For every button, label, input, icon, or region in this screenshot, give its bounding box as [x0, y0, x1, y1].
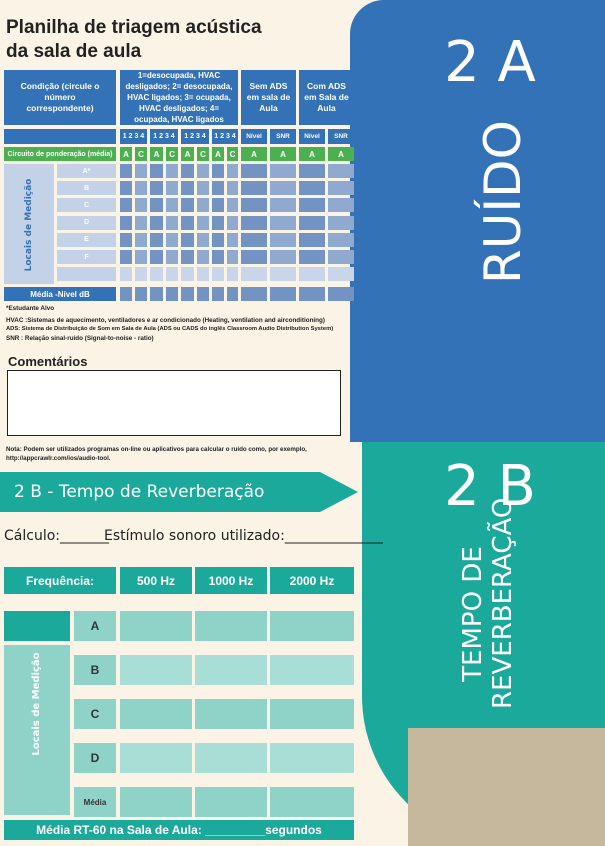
noise-cell[interactable] [241, 233, 267, 247]
noise-cell[interactable] [181, 164, 194, 178]
average-cell[interactable] [328, 287, 354, 301]
reverb-row-label: A [74, 611, 116, 641]
noise-cell[interactable] [150, 181, 163, 195]
reverb-cell[interactable] [270, 787, 354, 817]
noise-cell[interactable] [166, 250, 178, 264]
nivel-label: Nível [241, 129, 267, 144]
noise-cell[interactable] [270, 164, 296, 178]
noise-cell[interactable] [299, 164, 325, 178]
average-cell[interactable] [197, 287, 209, 301]
noise-cell[interactable] [181, 250, 194, 264]
weighting-cell: A [120, 147, 132, 161]
noise-cell[interactable] [270, 233, 296, 247]
weighting-cell: C [166, 147, 178, 161]
noise-cell[interactable] [212, 233, 224, 247]
noise-cell[interactable] [241, 267, 267, 281]
noise-cell[interactable] [135, 164, 147, 178]
noise-cell[interactable] [241, 250, 267, 264]
section-2a-code: 2 A [444, 30, 536, 95]
noise-cell[interactable] [299, 198, 325, 212]
weighting-cell: C [135, 147, 147, 161]
reverb-row-label: Média [74, 787, 116, 817]
noise-cell[interactable] [227, 198, 238, 212]
noise-cell[interactable] [135, 198, 147, 212]
stimulus-label[interactable]: Estímulo sonoro utilizado:______________ [104, 528, 383, 544]
noise-cell[interactable] [197, 198, 209, 212]
noise-cell[interactable] [270, 198, 296, 212]
comments-note [6, 445, 351, 463]
reverb-row-label: C [74, 699, 116, 729]
noise-cell[interactable] [227, 164, 238, 178]
noise-cell[interactable] [212, 250, 224, 264]
noise-cell[interactable] [241, 181, 267, 195]
noise-cell[interactable] [197, 267, 209, 281]
noise-cell[interactable] [299, 250, 325, 264]
noise-cell[interactable] [135, 233, 147, 247]
noise-cell[interactable] [212, 164, 224, 178]
weighting-cell: A [299, 147, 325, 161]
weighting-cell: A [241, 147, 267, 161]
section-2b-label-line1: TEMPO DE [458, 546, 488, 682]
frequency-header-cell: 2000 Hz [270, 567, 354, 594]
noise-row-label: D [57, 216, 116, 230]
weighting-cell: A [181, 147, 194, 161]
noise-cell[interactable] [328, 181, 354, 195]
noise-cell[interactable] [227, 181, 238, 195]
reverb-cell[interactable] [120, 743, 192, 773]
noise-cell[interactable] [166, 267, 178, 281]
comments-title: Comentários [8, 354, 88, 369]
reverb-row-label: D [74, 743, 116, 773]
locations-label: Locais de Medição [24, 178, 34, 272]
noise-cell[interactable] [212, 267, 224, 281]
header-with-ads: Com ADS em Sala de Aula [304, 81, 349, 113]
decorative-panel [408, 728, 605, 846]
note-hvac: HVAC :Sistemas de aquecimento, ventiladores e ar condicionado (Heating, ventilation and airconditioning) [6, 317, 325, 324]
comments-note-line2: http://appcrawlr.com/ios/audio-tool. [6, 455, 111, 462]
noise-cell[interactable] [135, 216, 147, 230]
noise-cell[interactable] [150, 198, 163, 212]
noise-cell[interactable] [166, 216, 178, 230]
noise-cell[interactable] [328, 267, 354, 281]
noise-cell[interactable] [241, 198, 267, 212]
weighting-cell: A [328, 147, 354, 161]
note-student: *Estudante Alvo [6, 305, 55, 312]
notes [6, 304, 351, 343]
average-cell[interactable] [212, 287, 224, 301]
section-2b-banner-text: 2 B - Tempo de Reverberação [14, 482, 265, 502]
average-cell[interactable] [241, 287, 267, 301]
average-cell[interactable] [120, 287, 132, 301]
noise-cell[interactable] [120, 198, 132, 212]
noise-cell[interactable] [270, 216, 296, 230]
noise-cell[interactable] [197, 233, 209, 247]
noise-cell[interactable] [227, 216, 238, 230]
noise-cell[interactable] [150, 233, 163, 247]
reverb-cell[interactable] [270, 655, 354, 685]
noise-cell[interactable] [150, 267, 163, 281]
noise-cell[interactable] [135, 250, 147, 264]
noise-cell[interactable] [227, 267, 238, 281]
reverb-cell[interactable] [120, 655, 192, 685]
reverb-row-label: B [74, 655, 116, 685]
noise-cell[interactable] [166, 181, 178, 195]
note-snr: SNR : Relação sinal-ruído (Signal-to-noise - ratio) [6, 335, 154, 342]
noise-cell[interactable] [120, 181, 132, 195]
locations-header-block [4, 611, 70, 641]
noise-cell[interactable] [212, 181, 224, 195]
section-2b-label-line2: REVERBERAÇÃO [488, 497, 518, 709]
noise-cell[interactable] [135, 181, 147, 195]
snr-label: SNR [270, 129, 296, 144]
reverb-cell[interactable] [195, 699, 267, 729]
average-cell[interactable] [270, 287, 296, 301]
average-label: Média -Nível dB [4, 287, 116, 301]
frequency-header: Frequência: [4, 567, 116, 594]
noise-cell[interactable] [181, 233, 194, 247]
snr-label: SNR [328, 129, 354, 144]
reverb-cell[interactable] [270, 699, 354, 729]
weighting-cell: A [270, 147, 296, 161]
noise-cell[interactable] [150, 216, 163, 230]
weighting-cell: A [150, 147, 163, 161]
noise-cell[interactable] [135, 267, 147, 281]
noise-cell[interactable] [227, 233, 238, 247]
condition-numbers: 1 2 3 4 [181, 129, 209, 144]
noise-cell[interactable] [166, 198, 178, 212]
reverb-cell[interactable] [270, 743, 354, 773]
average-cell[interactable] [181, 287, 194, 301]
reverb-cell[interactable] [270, 611, 354, 641]
noise-row-label: B [57, 181, 116, 195]
average-cell[interactable] [135, 287, 147, 301]
noise-cell[interactable] [197, 164, 209, 178]
noise-cell[interactable] [150, 164, 163, 178]
noise-cell[interactable] [270, 250, 296, 264]
page-title-line1: Planilha de triagem acústica [6, 17, 262, 38]
noise-cell[interactable] [227, 250, 238, 264]
noise-cell[interactable] [120, 233, 132, 247]
noise-cell[interactable] [299, 267, 325, 281]
noise-cell[interactable] [299, 216, 325, 230]
average-cell[interactable] [227, 287, 238, 301]
noise-cell[interactable] [299, 181, 325, 195]
noise-cell[interactable] [120, 216, 132, 230]
noise-cell[interactable] [181, 216, 194, 230]
noise-cell[interactable] [270, 267, 296, 281]
comments-note-line1: Nota: Podem ser utilizados programas on-line ou aplicativos para calcular o ruído como, por exemplo, [6, 446, 307, 453]
noise-cell[interactable] [181, 267, 194, 281]
comments-box[interactable] [7, 370, 341, 436]
frequency-header-cell: 500 Hz [120, 567, 192, 594]
weighting-cell: C [227, 147, 238, 161]
header-occupancy: 1=desocupada, HVAC desligados; 2= desocupada, HVAC ligados; 3= ocupada, HVAC desligados; 4= ocupada, HVAC ligados [125, 71, 233, 124]
calc-label[interactable]: Cálculo:_______ [4, 528, 109, 544]
noise-row-label [57, 267, 116, 281]
section-2a-label: RUÍDO [474, 120, 532, 284]
subheader-blank [4, 129, 116, 144]
weighting-cell: A [212, 147, 224, 161]
section-2b-code: 2 B [444, 454, 536, 519]
noise-cell[interactable] [241, 216, 267, 230]
noise-row-label: A* [57, 164, 116, 178]
reverb-cell[interactable] [195, 743, 267, 773]
reverb-cell[interactable] [120, 699, 192, 729]
noise-cell[interactable] [328, 250, 354, 264]
page-title-line2: da sala de aula [6, 41, 142, 62]
noise-cell[interactable] [328, 164, 354, 178]
reverb-cell[interactable] [120, 611, 192, 641]
reverb-cell[interactable] [195, 787, 267, 817]
noise-cell[interactable] [241, 164, 267, 178]
condition-numbers: 1 2 3 4 [212, 129, 238, 144]
noise-cell[interactable] [181, 181, 194, 195]
noise-cell[interactable] [328, 198, 354, 212]
noise-cell[interactable] [197, 181, 209, 195]
condition-numbers: 1 2 3 4 [150, 129, 178, 144]
nivel-label: Nível [299, 129, 325, 144]
noise-cell[interactable] [328, 216, 354, 230]
noise-cell[interactable] [181, 198, 194, 212]
noise-cell[interactable] [197, 250, 209, 264]
noise-cell[interactable] [212, 216, 224, 230]
noise-cell[interactable] [166, 164, 178, 178]
average-cell[interactable] [299, 287, 325, 301]
reverb-locations-label: Locais de Medição [31, 652, 42, 756]
reverb-cell[interactable] [195, 611, 267, 641]
noise-row-label: C [57, 198, 116, 212]
noise-cell[interactable] [212, 198, 224, 212]
noise-cell[interactable] [166, 233, 178, 247]
average-cell[interactable] [150, 287, 163, 301]
note-ads: ADS: Sistema de Distribuição de Som em Sala de Aula (ADS ou CADS do inglês Classroom Audio Distribution System) [6, 326, 334, 332]
noise-cell[interactable] [120, 164, 132, 178]
rt60-footer[interactable]: Média RT-60 na Sala de Aula: _________segundos [4, 820, 354, 840]
noise-cell[interactable] [328, 233, 354, 247]
weighting-label: Circuito de ponderação (média) [4, 147, 116, 161]
condition-numbers: 1 2 3 4 [120, 129, 147, 144]
reverb-cell[interactable] [120, 787, 192, 817]
reverb-cell[interactable] [195, 655, 267, 685]
noise-row-label: E [57, 233, 116, 247]
average-cell[interactable] [166, 287, 178, 301]
frequency-header-cell: 1000 Hz [195, 567, 267, 594]
noise-cell[interactable] [120, 267, 132, 281]
weighting-cell: C [197, 147, 209, 161]
noise-cell[interactable] [299, 233, 325, 247]
noise-cell[interactable] [197, 216, 209, 230]
header-condition: Condição (circule o número correspondente) [20, 81, 100, 113]
noise-cell[interactable] [120, 250, 132, 264]
noise-cell[interactable] [270, 181, 296, 195]
noise-cell[interactable] [150, 250, 163, 264]
header-without-ads: Sem ADS em sala de Aula [246, 81, 291, 113]
noise-row-label: F [57, 250, 116, 264]
